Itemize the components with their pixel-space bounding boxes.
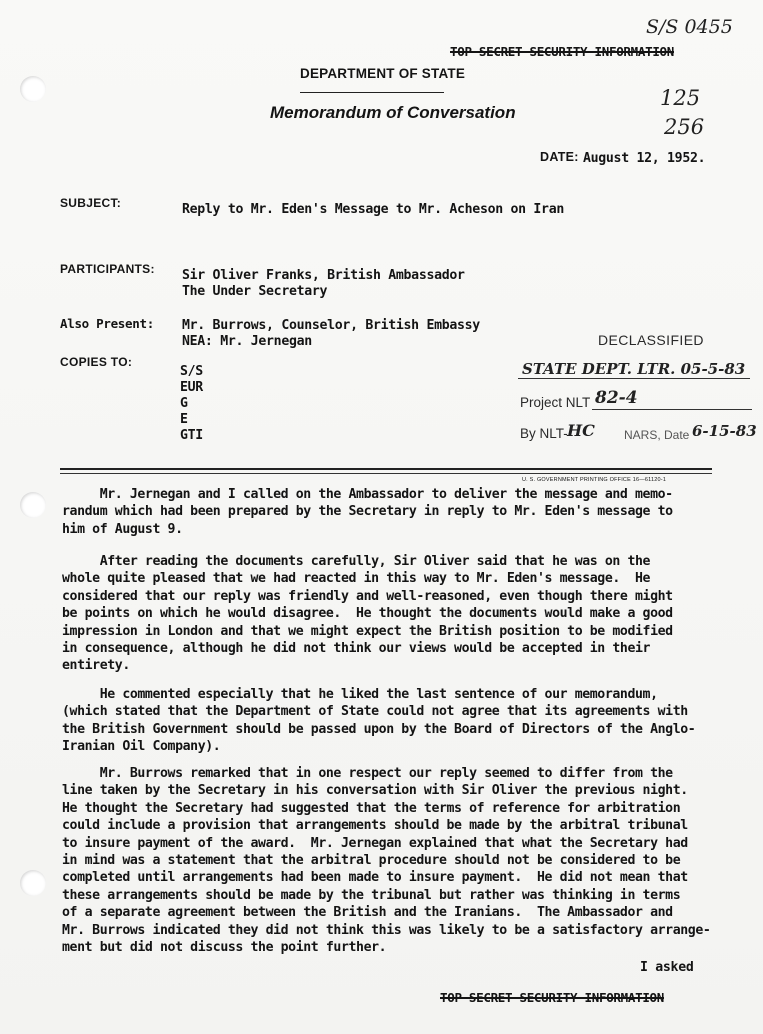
header-divider-thin [60, 473, 712, 474]
document-title: Memorandum of Conversation [270, 103, 516, 122]
body-paragraph: Mr. Burrows remarked that in one respect our reply seemed to differ from the line taken by the Secretary in his conversation with Sir Oliver the previous night. He thought the Secretary had suggested that the terms of reference for arbitration could include a provision that arrangements should be made by the arbitral tribunal to insure payment of the award. Mr. Jernegan explained that what the Secretary had in mind was a statement that the arbitral procedure should not be considered to be completed until arrangements had been made to insure payment. He did not mean that these arrangements should be made by the tribunal but rather was thinking in terms of a separate agreement between the British and the Iranians. The Ambassador and Mr. Burrows indicated they did not think this was likely to be a satisfactory arrange- ment but did not discuss the point further. [62, 766, 711, 956]
also-present-label: Also Present: [60, 316, 154, 331]
body-paragraph: He commented especially that he liked the last sentence of our memorandum, (which stated that the Department of State could not agree that its agreements with the British Government should be passed upon by the Board of Directors of the Anglo- Iranian Oil Company). [62, 687, 696, 755]
punch-hole [20, 76, 46, 102]
handwritten-number: 256 [664, 115, 705, 139]
body-paragraph: After reading the documents carefully, Sir Oliver said that he was on the whole quite pleased that we had reacted in this way to Mr. Eden's message. He considered that our reply was friendly and well-reasoned, even though there might be points on which he would disagree. He thought the documents would make a good impression in London and that we might expect the British position to be modified in consequence, although he did not think our views would be accepted in their entirety. [62, 554, 673, 674]
by-nlt-label: By NLT- [520, 426, 568, 441]
printing-office-imprint: U. S. GOVERNMENT PRINTING OFFICE 16—61120-1 [522, 477, 667, 483]
copy-recipient: GTI [180, 428, 203, 443]
also-present-line: Mr. Burrows, Counselor, British Embassy [182, 318, 480, 333]
by-nlt-value: HC [567, 421, 595, 440]
handwritten-file-number: S/S 0455 [646, 16, 733, 38]
punch-hole [20, 870, 46, 896]
copy-recipient: EUR [180, 380, 203, 395]
nars-date-value: 6-15-83 [692, 422, 757, 440]
copy-recipient: S/S [180, 364, 203, 379]
copy-recipient: E [180, 412, 188, 427]
continuation-text: I asked [640, 960, 694, 975]
classification-marking-top: TOP SECRET SECURITY INFORMATION [450, 44, 674, 59]
participant-line: The Under Secretary [182, 284, 328, 299]
project-label: Project NLT [520, 395, 591, 410]
copy-recipient: G [180, 396, 188, 411]
also-present-line: NEA: Mr. Jernegan [182, 334, 312, 349]
project-value: 82-4 [595, 388, 638, 408]
declassified-authority: STATE DEPT. LTR. 05-5-83 [522, 360, 746, 378]
stamp-underline [592, 409, 752, 410]
title-divider [300, 92, 444, 93]
handwritten-number: 125 [660, 86, 701, 110]
header-divider [60, 468, 712, 470]
department-heading: DEPARTMENT OF STATE [300, 66, 466, 81]
date-value: August 12, 1952. [583, 151, 706, 166]
declassified-stamp-title: DECLASSIFIED [598, 332, 704, 348]
body-paragraph: Mr. Jernegan and I called on the Ambassador to deliver the message and memo- randum which had been prepared by the Secretary in reply to Mr. Eden's message to him of August 9. [62, 487, 673, 537]
punch-hole [20, 492, 46, 518]
copies-label: COPIES TO: [60, 355, 133, 369]
subject-label: SUBJECT: [60, 196, 122, 210]
subject-text: Reply to Mr. Eden's Message to Mr. Acheson on Iran [182, 202, 564, 217]
stamp-underline [518, 378, 750, 379]
participants-label: PARTICIPANTS: [60, 262, 155, 276]
participant-line: Sir Oliver Franks, British Ambassador [182, 268, 465, 283]
classification-marking-bottom: TOP SECRET SECURITY INFORMATION [440, 990, 664, 1005]
nars-date-label: NARS, Date [624, 428, 690, 442]
date-label: DATE: [540, 150, 579, 164]
